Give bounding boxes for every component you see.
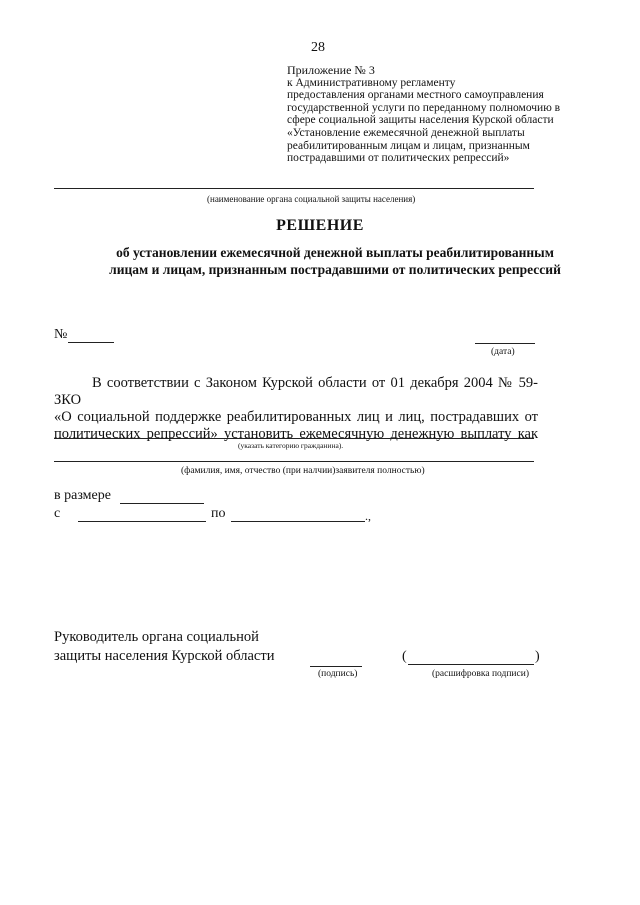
- category-caption: (указать категорию гражданина).: [238, 441, 344, 450]
- head-title: [54, 628, 314, 666]
- head-title-line: Руководитель органа социальной: [54, 629, 259, 645]
- annex-line: государственной услуги по переданному полномочию в: [287, 101, 561, 114]
- body-line: «О социальной поддержке реабилитированных лиц и лиц, пострадавших от: [54, 409, 538, 425]
- applicant-name-caption: (фамилия, имя, отчество (при налчии)заявителя полностью): [181, 466, 425, 476]
- annex-line: предоставления органами местного самоуправления: [287, 89, 544, 102]
- decode-open-paren: (: [402, 649, 407, 664]
- org-name-caption: (наименование органа социальной защиты населения): [207, 194, 416, 204]
- annex-header: [287, 64, 587, 165]
- to-label: по: [211, 506, 226, 521]
- category-line: [54, 438, 534, 439]
- signature-line: [310, 666, 362, 667]
- decision-subtitle-line: лицам и лицам, признанным пострадавшими от политических репрессий: [109, 262, 561, 277]
- page-number: 28: [311, 40, 325, 55]
- annex-title: Приложение № 3: [287, 63, 375, 77]
- signature-decode-line: [408, 664, 534, 665]
- applicant-name-line: [54, 461, 534, 462]
- annex-line: реабилитированным лицам и лицам, признанным: [287, 139, 530, 152]
- amount-line: [120, 503, 204, 504]
- annex-line: к Административному регламенту: [287, 76, 456, 89]
- org-name-line: [54, 188, 534, 189]
- body-paragraph: [54, 375, 538, 443]
- to-suffix: .,: [365, 509, 371, 523]
- decision-subtitle-line: об установлении ежемесячной денежной выплаты реабилитированным: [116, 245, 554, 260]
- signature-decode-caption: (расшифровка подписи): [432, 669, 529, 679]
- number-label: №: [54, 327, 68, 342]
- to-date-line: [231, 521, 365, 522]
- date-caption: (дата): [491, 347, 515, 357]
- annex-line: пострадавшими от политических репрессий»: [287, 152, 510, 165]
- signature-caption: (подпись): [318, 669, 358, 679]
- number-line: [68, 342, 114, 343]
- head-title-line: защиты населения Курской области: [54, 648, 275, 664]
- date-line: [475, 343, 535, 344]
- decision-title: РЕШЕНИЕ: [276, 217, 364, 234]
- from-label: с: [54, 506, 61, 521]
- decode-close-paren: ): [535, 649, 540, 664]
- body-line: политических репрессий» установить ежемесячную денежную выплату как: [54, 426, 538, 442]
- amount-label: в размере: [54, 488, 111, 503]
- annex-line: «Установление ежемесячной денежной выплаты: [287, 126, 525, 139]
- annex-line: сфере социальной защиты населения Курской области: [287, 114, 554, 127]
- decision-subtitle: [75, 244, 595, 278]
- body-line: В соответствии с Законом Курской области от 01 декабря 2004 № 59-ЗКО: [54, 375, 538, 408]
- from-date-line: [78, 521, 206, 522]
